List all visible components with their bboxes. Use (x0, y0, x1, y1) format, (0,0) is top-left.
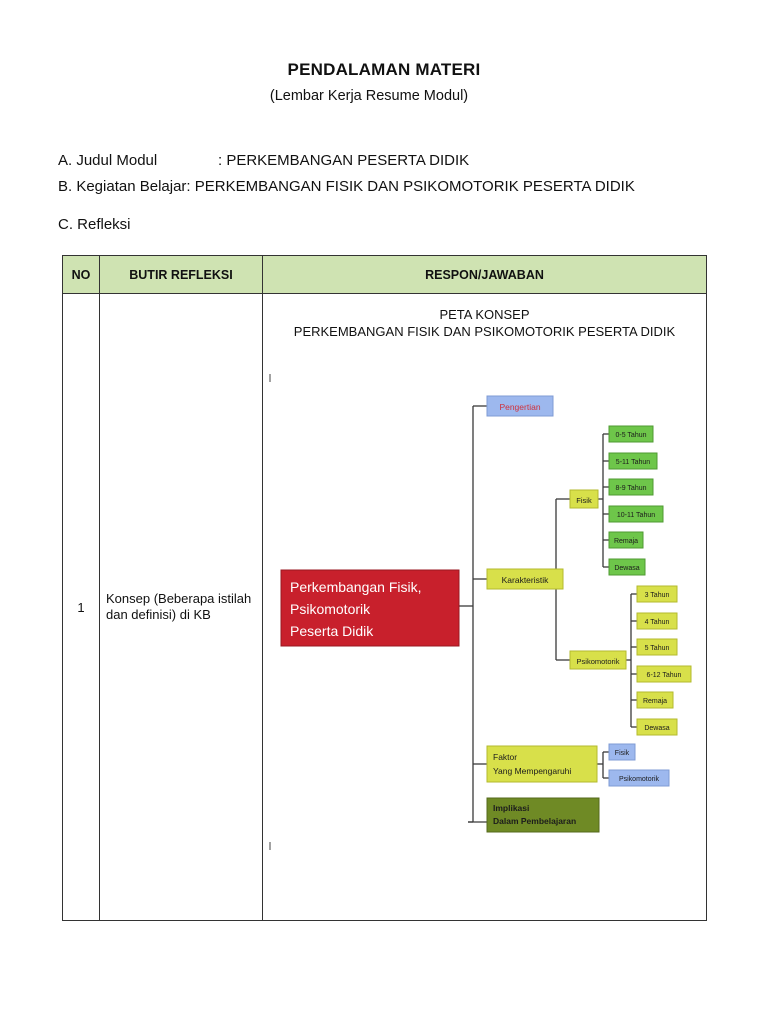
peta-subtitle: PERKEMBANGAN FISIK DAN PSIKOMOTORIK PESERTA DIDIK (293, 324, 676, 339)
psiko-age-4: 6-12 Tahun (646, 672, 682, 679)
learning-activity-label: B. Kegiatan Belajar (58, 178, 187, 195)
module-title-label: A. Judul Modul (58, 152, 158, 169)
fisik-age-3: 8-9 Tahun (615, 485, 647, 492)
document-subtitle: (Lembar Kerja Resume Modul) (269, 88, 469, 104)
row-number: 1 (63, 294, 100, 921)
row-butir: Konsep (Beberapa istilah dan definisi) di KB (100, 294, 263, 921)
concept-map (263, 294, 709, 920)
pengertian-label: Pengertian (499, 402, 541, 412)
reflection-table (62, 255, 707, 921)
root-line-3: Peserta Didik (290, 623, 374, 639)
pengertian-node (487, 396, 553, 416)
table-header-row (63, 256, 707, 294)
header-respon-jawaban: RESPON/JAWABAN (263, 256, 707, 294)
psiko-age-5: Remaja (642, 698, 668, 705)
faktor-node (487, 746, 597, 782)
psikomotorik-node (570, 651, 626, 669)
karakteristik-node (487, 569, 563, 589)
faktor-item-psikomotorik: Psikomotorik (618, 776, 660, 783)
fisik-age-6: Dewasa (614, 565, 640, 572)
psiko-age-2: 4 Tahun (644, 619, 670, 626)
fisik-age-4: 10-11 Tahun (616, 512, 656, 519)
table-row (63, 294, 707, 921)
psiko-age-6: Dewasa (644, 725, 670, 732)
header-butir-refleksi: BUTIR REFLEKSI (100, 256, 263, 294)
fisik-age-1: 0-5 Tahun (615, 432, 647, 439)
faktor-line-1: Faktor (493, 752, 518, 762)
row-response (263, 294, 707, 921)
faktor-item-nodes (609, 744, 669, 786)
reflection-label: C. Refleksi (58, 216, 131, 233)
document-title: PENDALAMAN MATERI (287, 60, 481, 79)
reflection-heading (58, 216, 131, 233)
psiko-age-1: 3 Tahun (644, 592, 670, 599)
faktor-line-2: Yang Mempengaruhi (493, 766, 572, 776)
header-no: NO (63, 256, 100, 294)
module-title-line (58, 152, 469, 169)
root-line-2: Psikomotorik (290, 601, 371, 617)
peta-title: PETA KONSEP (439, 307, 530, 322)
fisik-age-5: Remaja (613, 538, 639, 545)
learning-activity-line (58, 178, 635, 195)
faktor-item-fisik: Fisik (614, 750, 630, 757)
module-title-value: : PERKEMBANGAN PESERTA DIDIK (218, 152, 470, 169)
psikomotorik-age-nodes (637, 586, 691, 735)
implikasi-line-1: Implikasi (493, 803, 530, 813)
implikasi-line-2: Dalam Pembelajaran (493, 816, 577, 826)
fisik-label: Fisik (576, 496, 592, 505)
fisik-age-2: 5-11 Tahun (615, 459, 651, 466)
psikomotorik-label: Psikomotorik (576, 657, 620, 666)
root-line-1: Perkembangan Fisik, (290, 579, 422, 595)
learning-activity-value: : PERKEMBANGAN FISIK DAN PSIKOMOTORIK PESERTA DIDIK (186, 178, 635, 195)
karakteristik-label: Karakteristik (501, 575, 549, 585)
root-node (281, 570, 459, 646)
psiko-age-3: 5 Tahun (644, 645, 670, 652)
fisik-age-nodes (609, 426, 663, 575)
implikasi-node (487, 798, 599, 832)
fisik-node (570, 490, 598, 508)
